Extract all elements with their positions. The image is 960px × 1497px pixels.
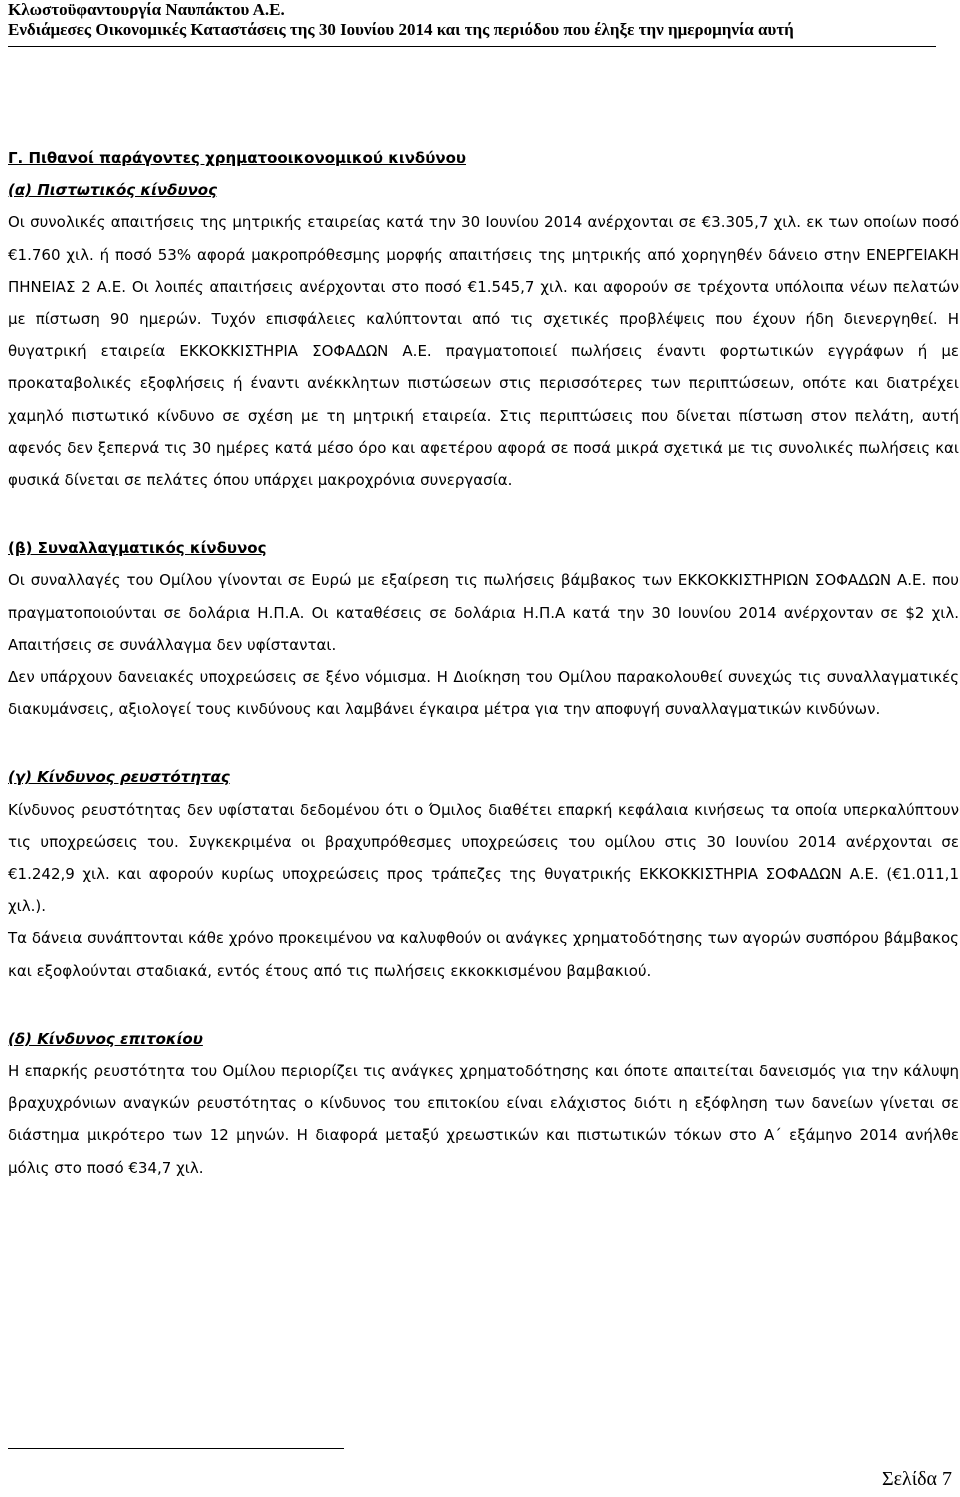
- fx-risk-paragraph-1: Οι συναλλαγές του Ομίλου γίνονται σε Ευρώ με εξαίρεση τις πωλήσεις βάμβακος των ΕΚΚΟΚΚΙΣΤΗΡΙΩΝ ΣΟΦΑΔΩΝ Α.Ε. που πραγματοποιούνται σε δολάρια Η.Π.Α. Οι καταθέσεις σε δολάρια Η.Π.Α κατά την 30 Ιουνίου 2014 ανέρχονταν σε $2 χιλ. Απαιτήσεις σε συνάλλαγμα δεν υφίστανται.: [8, 571, 959, 654]
- liquidity-risk-paragraph-1: Κίνδυνος ρευστότητας δεν υφίσταται δεδομένου ότι ο Όμιλος διαθέτει επαρκή κεφάλαια κινήσεως τα οποία υπερκαλύπτουν τις υποχρεώσεις του. Συγκεκριμένα οι βραχυπρόθεσμες υποχρεώσεις του ομίλου στις 30 Ιουνίου 2014 ανέρχονται σε €1.242,9 χιλ. και αφορούν κυρίως υποχρεώσεις προς τράπεζες της θυγατρικής ΕΚΚΟΚΚΙΣΤΗΡΙΑ ΣΟΦΑΔΩΝ Α.Ε. (€1.011,1 χιλ.).: [8, 800, 959, 916]
- statement-title: Ενδιάμεσες Οικονομικές Καταστάσεις της 30 Ιουνίου 2014 και της περιόδου που έληξε την ημερομηνία αυτή: [8, 20, 794, 39]
- company-name: Κλωστοϋφαντουργία Ναυπάκτου Α.Ε.: [8, 0, 285, 19]
- credit-risk-paragraph: Οι συνολικές απαιτήσεις της μητρικής εταιρείας κατά την 30 Ιουνίου 2014 ανέρχονται σε €3.305,7 χιλ. εκ των οποίων ποσό €1.760 χιλ. ή ποσό 53% αφορά μακροπρόθεσμης μορφής απαιτήσεις της μητρικής από χορηγηθέν δάνειο στην ΕΝΕΡΓΕΙΑΚΗ ΠΗΝΕΙΑΣ 2 Α.Ε. Οι λοιπές απαιτήσεις ανέρχονται στο ποσό €1.545,7 χιλ. και αφορούν σε τρέχοντα υπόλοιπα νέων πελατών με πίστωση 90 ημερών. Τυχόν επισφάλειες καλύπτονται από τις σχετικές προβλέψεις που έχουν ήδη διενεργηθεί. Η θυγατρική εταιρεία ΕΚΚΟΚΚΙΣΤΗΡΙΑ ΣΟΦΑΔΩΝ Α.Ε. πραγματοποιεί πωλήσεις έναντι φορτωτικών εγγράφων ή με προκαταβολικές εξοφλήσεις ή έναντι ανέκκλητων πιστώσεων στις περισσότερες των περιπτώσεων, οπότε και διατρέχει χαμηλό πιστωτικό κίνδυνο σε σχέση με τη μητρική εταιρεία. Στις περιπτώσεις που δίνεται πίστωση στον πελάτη, αυτή αφενός δεν ξεπερνά τις 30 ημέρες κατά μέσο όρο και αφετέρου αφορά σε ποσά μικρά σχετικά με τις συνολικές πωλήσεις και φυσικά δίνεται σε πελάτες όπου υπάρχει μακροχρόνια συνεργασία.: [8, 213, 959, 490]
- liquidity-risk-title: (γ) Κίνδυνος ρευστότητας: [8, 768, 230, 787]
- interest-risk-paragraph: Η επαρκής ρευστότητα του Ομίλου περιορίζει τις ανάγκες χρηματοδότησης και όποτε απαιτείται δανεισμός για την κάλυψη βραχυχρόνιων αναγκών ρευστότητας ο κίνδυνος του επιτοκίου είναι ελάχιστος διότι η εξόφληση των δανείων γίνεται σε διάστημα μικρότερο των 12 μηνών. Η διαφορά μεταξύ χρεωστικών και πιστωτικών τόκων στο Α΄ εξάμηνο 2014 ανήλθε μόλις στο ποσό €34,7 χιλ.: [8, 1062, 959, 1177]
- fx-risk-paragraph-2: Δεν υπάρχουν δανειακές υποχρεώσεις σε ξένο νόμισμα. Η Διοίκηση του Ομίλου παρακολουθεί συνεχώς τις συναλλαγματικές διακυμάνσεις, αξιολογεί τους κινδύνους και λαμβάνει έγκαιρα μέτρα για την αποφυγή συναλλαγματικών κινδύνων.: [8, 668, 959, 719]
- header-rule: [8, 46, 936, 47]
- page-number: Σελίδα 7: [881, 1468, 952, 1490]
- credit-risk-title: (α) Πιστωτικός κίνδυνος: [8, 181, 217, 200]
- liquidity-risk-paragraph-2: Τα δάνεια συνάπτονται κάθε χρόνο προκειμένου να καλυφθούν οι ανάγκες χρηματοδότησης των αγορών συσπόρου βάμβακος και εξοφλούνται σταδιακά, εντός έτους από τις πωλήσεις εκκοκκισμένου βαμβακιού.: [8, 929, 959, 980]
- section-title: Γ. Πιθανοί παράγοντες χρηματοοικονομικού κινδύνου: [8, 149, 467, 167]
- document-body: [8, 142, 959, 1184]
- fx-risk-title: (β) Συναλλαγματικός κίνδυνος: [8, 539, 267, 558]
- footer-rule: [8, 1448, 344, 1449]
- interest-risk-title: (δ) Κίνδυνος επιτοκίου: [8, 1029, 203, 1048]
